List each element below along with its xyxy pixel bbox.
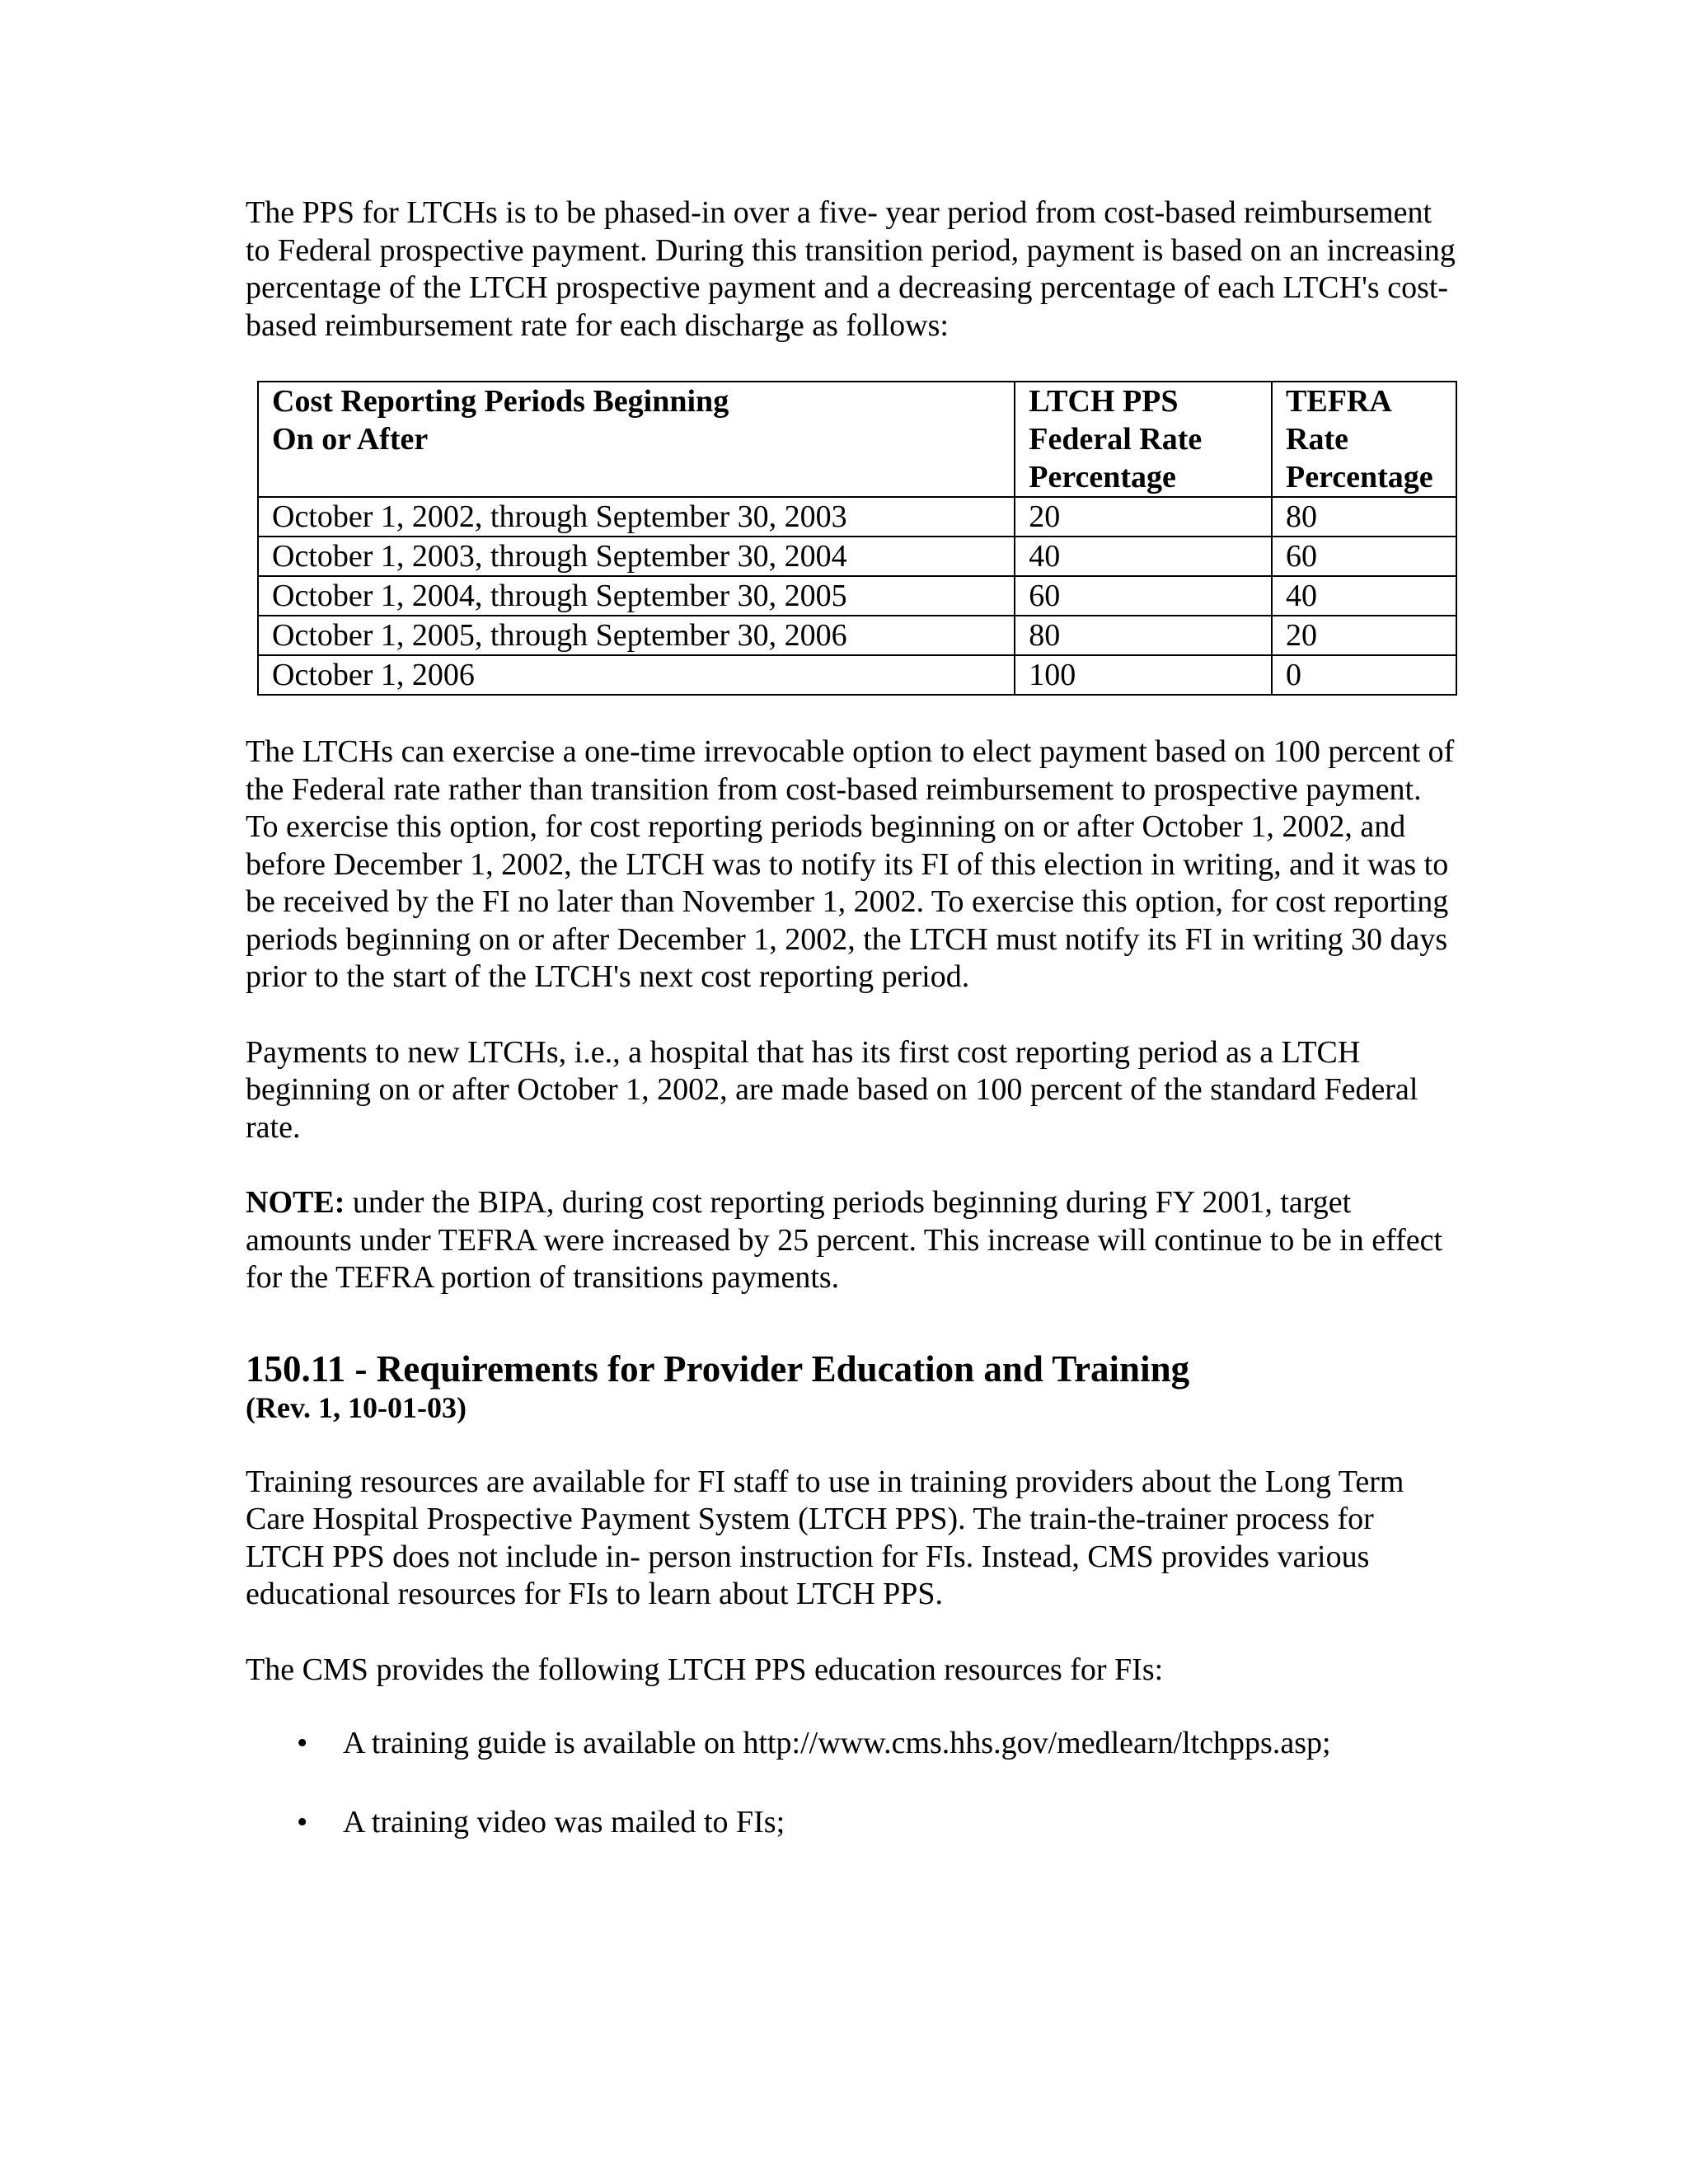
table-row xyxy=(258,537,1456,576)
election-option-paragraph: The LTCHs can exercise a one-time irrevocable option to elect payment based on 100 percent of the Federal rate rather than transition from cost-based reimbursement to prospective payment. To exercise this option, for cost reporting periods beginning on or after October 1, 2002, and before December 1, 2002, the LTCH was to notify its FI of this election in writing, and it was to be received by the FI no later than November 1, 2002. To exercise this option, for cost reporting periods beginning on or after December 1, 2002, the LTCH must notify its FI in writing 30 days prior to the start of the LTCH's next cost reporting period. xyxy=(246,734,1455,994)
revision-label: (Rev. 1, 10-01-03) xyxy=(246,1390,467,1424)
tefra-percent-cell: 60 xyxy=(1272,537,1456,576)
tefra-percent-cell: 20 xyxy=(1272,616,1456,655)
cms-resources-paragraph: The CMS provides the following LTCH PPS education resources for FIs: xyxy=(246,1652,1164,1687)
header-cost-reporting-periods xyxy=(258,382,1015,497)
document-page xyxy=(246,194,1457,1882)
header-line: LTCH PPS xyxy=(1029,384,1179,419)
table-header-row xyxy=(258,382,1456,497)
note-text: under the BIPA, during cost reporting periods beginning during FY 2001, target amounts under TEFRA were increased by 25 percent. This increase will continue to be in effect for the TEFRA portion of transitions payments. xyxy=(246,1185,1443,1295)
list-item-text: A training guide is available on http://www.cms.hhs.gov/medlearn/ltchpps.asp; xyxy=(343,1726,1331,1760)
header-ltch-pps-rate xyxy=(1015,382,1272,497)
note-label: NOTE: xyxy=(246,1185,345,1220)
ltch-percent-cell: 80 xyxy=(1015,616,1272,655)
tefra-percent-cell: 40 xyxy=(1272,576,1456,616)
tefra-percent-cell: 0 xyxy=(1272,655,1456,695)
header-line: Percentage xyxy=(1286,460,1433,494)
header-line: Federal Rate xyxy=(1029,422,1203,457)
period-cell: October 1, 2005, through September 30, 2006 xyxy=(258,616,1015,655)
header-line: On or After xyxy=(272,422,429,457)
header-line: TEFRA xyxy=(1286,384,1392,419)
training-paragraph: Training resources are available for FI staff to use in training providers about the Long Term Care Hospital Prospective Payment System (LTCH PPS). The train-the-trainer process for LTCH PPS does not include in- person instruction for FIs. Instead, CMS provides various educational resources for FIs to learn about LTCH PPS. xyxy=(246,1464,1404,1611)
table-row xyxy=(258,655,1456,695)
list-item xyxy=(246,1725,1457,1763)
period-cell: October 1, 2004, through September 30, 2005 xyxy=(258,576,1015,616)
bullet-icon: • xyxy=(297,1726,308,1760)
bullet-icon: • xyxy=(297,1804,308,1840)
ltch-percent-cell: 60 xyxy=(1015,576,1272,616)
section-heading: 150.11 - Requirements for Provider Education and Training xyxy=(246,1347,1190,1390)
intro-paragraph: The PPS for LTCHs is to be phased-in over a five- year period from cost-based reimbursement to Federal prospective payment. During this transition period, payment is based on an increasing percentage of the LTCH prospective payment and a decreasing percentage of each LTCH's cost-based reimbursement rate for each discharge as follows: xyxy=(246,195,1456,343)
new-ltch-paragraph: Payments to new LTCHs, i.e., a hospital that has its first cost reporting period as a LTCH beginning on or after October 1, 2002, are made based on 100 percent of the standard Federal rate. xyxy=(246,1034,1418,1145)
header-tefra-rate xyxy=(1272,382,1456,497)
ltch-percent-cell: 40 xyxy=(1015,537,1272,576)
list-item-text: A training video was mailed to FIs; xyxy=(343,1804,785,1840)
period-cell: October 1, 2003, through September 30, 2004 xyxy=(258,537,1015,576)
period-cell: October 1, 2006 xyxy=(258,655,1015,695)
period-cell: October 1, 2002, through September 30, 2003 xyxy=(258,497,1015,537)
note-paragraph xyxy=(246,1184,1457,1297)
table-row xyxy=(258,497,1456,537)
table-row xyxy=(258,576,1456,616)
resources-list xyxy=(246,1725,1457,1841)
table-row xyxy=(258,616,1456,655)
header-line: Percentage xyxy=(1029,460,1176,494)
tefra-percent-cell: 80 xyxy=(1272,497,1456,537)
header-line: Rate xyxy=(1286,422,1348,457)
ltch-percent-cell: 100 xyxy=(1015,655,1272,695)
ltch-percent-cell: 20 xyxy=(1015,497,1272,537)
list-item xyxy=(246,1804,1457,1842)
transition-rates-table xyxy=(257,381,1457,696)
header-line: Cost Reporting Periods Beginning xyxy=(272,384,729,419)
